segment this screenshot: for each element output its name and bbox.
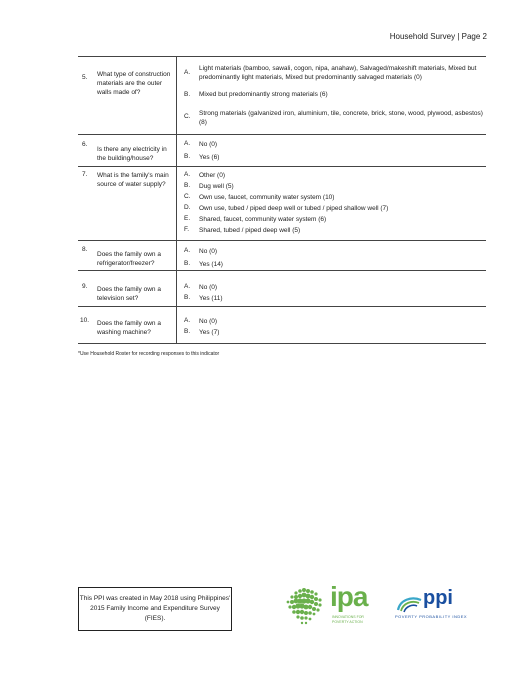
option-text: Yes (6) <box>199 154 220 161</box>
question-text: What type of construction materials are the outer walls made of? <box>97 71 171 96</box>
option-text: Yes (14) <box>199 261 223 268</box>
column-divider <box>176 56 177 134</box>
option-text: Other (0) <box>199 172 226 179</box>
option-text: Strong materials (galvanized iron, aluminium, tile, concrete, brick, stone, wood, plywood, asbestos) (8) <box>199 110 483 126</box>
ipa-globe-icon <box>278 585 330 631</box>
divider <box>78 240 486 241</box>
option-text: Shared, faucet, community water system (6) <box>199 216 327 223</box>
option-letter: A. <box>184 69 191 76</box>
ipa-wordmark: ipa <box>330 581 368 612</box>
ipa-tagline-1: INNOVATIONS FOR <box>332 615 364 619</box>
option-letter: B. <box>184 260 191 267</box>
ppi-wordmark: ppi <box>423 587 453 609</box>
option-letter: B. <box>184 294 191 301</box>
option-text: No (0) <box>199 318 218 325</box>
question-number: 9. <box>82 283 88 290</box>
column-divider <box>176 270 177 306</box>
option-text: Yes (7) <box>199 329 220 336</box>
option-text: Mixed but predominantly strong materials (6) <box>199 91 328 98</box>
ppi-info-line-2: 2015 Family Income and Expenditure Survey (FIES). <box>90 605 220 622</box>
column-divider <box>176 134 177 166</box>
option-letter: A. <box>184 283 191 290</box>
page-header: Household Survey | Page 2 <box>389 32 487 41</box>
option-letter: C. <box>184 113 191 120</box>
question-number: 7. <box>82 171 88 178</box>
option-letter: B. <box>184 328 191 335</box>
option-text: Light materials (bamboo, sawali, cogon, nipa, anahaw), Salvaged/makeshift materials, Mixed but predominantly light materials, Mixed but predominantly salvaged materials (0) <box>199 65 477 81</box>
ppi-tagline: POVERTY PROBABILITY INDEX <box>395 614 468 619</box>
divider <box>78 343 486 344</box>
option-letter: A. <box>184 171 191 178</box>
footnote: *Use Household Roster for recording responses to this indicator <box>78 351 220 357</box>
question-text: What is the family's main source of water supply? <box>97 172 169 188</box>
question-text: Does the family own a washing machine? <box>97 320 161 336</box>
ipa-tagline-2: POVERTY ACTION <box>332 620 363 624</box>
option-letter: B. <box>184 153 191 160</box>
option-letter: E. <box>184 215 191 222</box>
question-number: 8. <box>82 246 88 253</box>
question-number: 10. <box>80 317 90 324</box>
option-text: No (0) <box>199 141 218 148</box>
option-text: No (0) <box>199 248 218 255</box>
question-number: 5. <box>82 74 88 81</box>
option-text: No (0) <box>199 284 218 291</box>
column-divider <box>176 306 177 343</box>
option-letter: F. <box>184 226 190 233</box>
option-letter: B. <box>184 91 191 98</box>
ppi-logo <box>395 587 485 620</box>
column-divider <box>176 166 177 240</box>
option-letter: D. <box>184 204 191 211</box>
option-letter: C. <box>184 193 191 200</box>
option-letter: A. <box>184 247 191 254</box>
question-text: Does the family own a television set? <box>97 286 161 302</box>
option-text: Shared, tubed / piped deep well (5) <box>199 227 301 234</box>
option-text: Own use, tubed / piped deep well or tubed / piped shallow well (7) <box>199 205 389 212</box>
column-divider <box>176 240 177 270</box>
option-letter: A. <box>184 140 191 147</box>
ppi-info-box <box>78 587 232 631</box>
divider <box>78 134 486 135</box>
option-text: Yes (11) <box>199 295 223 302</box>
ipa-logo <box>278 581 388 631</box>
option-text: Dug well (5) <box>199 183 234 190</box>
divider <box>78 270 486 271</box>
option-letter: B. <box>184 182 191 189</box>
divider <box>78 306 486 307</box>
divider <box>78 166 486 167</box>
question-number: 6. <box>82 141 88 148</box>
option-text: Own use, faucet, community water system (10) <box>199 194 335 201</box>
divider <box>78 56 486 57</box>
question-text: Does the family own a refrigerator/freezer? <box>97 251 161 267</box>
option-letter: A. <box>184 317 191 324</box>
question-text: Is there any electricity in the building/house? <box>97 146 167 162</box>
ppi-swirl-icon <box>395 594 423 614</box>
ppi-info-line-1: This PPI was created in May 2018 using Philippines' <box>79 595 231 602</box>
